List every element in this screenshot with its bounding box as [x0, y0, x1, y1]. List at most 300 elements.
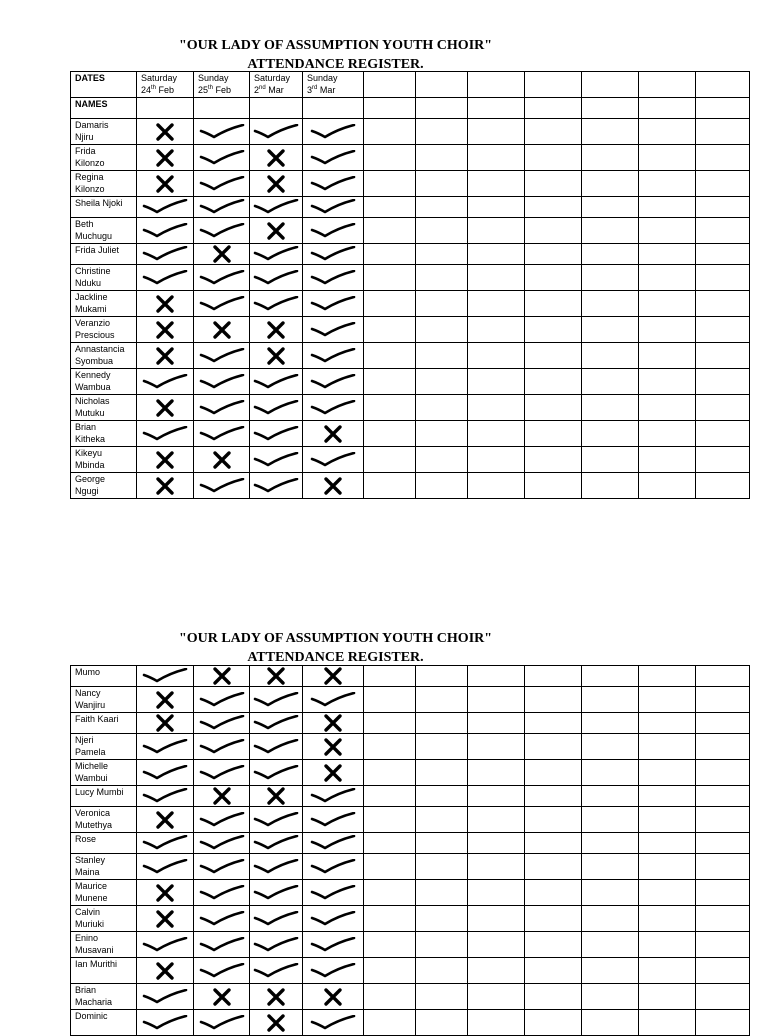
empty-cell	[416, 369, 468, 395]
empty-cell	[468, 932, 525, 958]
empty-cell	[416, 98, 468, 119]
table-row	[71, 833, 750, 854]
tick-icon	[253, 426, 299, 442]
present-mark	[250, 713, 303, 734]
empty-cell	[696, 473, 750, 499]
absent-mark	[137, 906, 194, 932]
present-mark	[194, 343, 250, 369]
empty-cell	[639, 713, 696, 734]
empty-cell	[468, 687, 525, 713]
tick-icon	[310, 452, 356, 468]
empty-cell	[468, 473, 525, 499]
name-line: Mutethya	[75, 820, 113, 830]
empty-cell	[468, 906, 525, 932]
tick-icon	[253, 739, 299, 755]
register-title-2	[70, 629, 601, 667]
date-day: Saturday	[254, 73, 291, 83]
present-mark	[194, 395, 250, 421]
empty-cell	[468, 713, 525, 734]
present-mark	[194, 119, 250, 145]
empty-cell	[525, 984, 582, 1010]
name-line: Rose	[75, 834, 97, 844]
empty-cell	[582, 984, 639, 1010]
member-name	[71, 958, 137, 984]
empty-cell	[468, 734, 525, 760]
present-mark	[194, 145, 250, 171]
name-line: Musavani	[75, 945, 114, 955]
cross-icon	[212, 987, 232, 1007]
tick-icon	[142, 859, 188, 875]
names-label	[71, 98, 137, 119]
present-mark	[137, 666, 194, 687]
empty-cell	[364, 265, 416, 291]
present-mark	[303, 807, 364, 833]
date-value: 2nd Mar	[254, 85, 284, 95]
absent-mark	[303, 734, 364, 760]
tick-icon	[142, 739, 188, 755]
table-row	[71, 666, 750, 687]
tick-icon	[142, 989, 188, 1005]
tick-icon	[142, 426, 188, 442]
empty-cell	[468, 395, 525, 421]
empty-cell	[639, 343, 696, 369]
empty-cell	[525, 958, 582, 984]
tick-icon	[253, 296, 299, 312]
tick-icon	[199, 1015, 245, 1031]
present-mark	[303, 958, 364, 984]
absent-mark	[137, 317, 194, 343]
empty-cell	[582, 145, 639, 171]
empty-cell	[696, 958, 750, 984]
absent-mark	[194, 317, 250, 343]
cross-icon	[266, 221, 286, 241]
table-row	[71, 421, 750, 447]
tick-icon	[310, 270, 356, 286]
tick-icon	[310, 835, 356, 851]
present-mark	[303, 395, 364, 421]
empty-cell	[639, 317, 696, 343]
tick-icon	[199, 296, 245, 312]
empty-cell	[468, 265, 525, 291]
present-mark	[137, 734, 194, 760]
date-header	[250, 72, 303, 98]
date-day: Saturday	[141, 73, 178, 83]
name-line: Kikeyu	[75, 448, 103, 458]
empty-cell	[468, 171, 525, 197]
cross-icon	[323, 666, 343, 686]
present-mark	[194, 880, 250, 906]
date-header	[137, 72, 194, 98]
member-name	[71, 760, 137, 786]
empty-cell	[525, 145, 582, 171]
empty-cell	[696, 734, 750, 760]
empty-cell	[364, 145, 416, 171]
name-line: Annastancia	[75, 344, 125, 354]
present-mark	[250, 119, 303, 145]
empty-cell	[639, 854, 696, 880]
empty-cell	[582, 906, 639, 932]
tick-icon	[142, 835, 188, 851]
cross-icon	[323, 987, 343, 1007]
empty-cell	[639, 447, 696, 473]
member-name	[71, 880, 137, 906]
empty-cell	[639, 786, 696, 807]
tick-icon	[199, 270, 245, 286]
present-mark	[250, 833, 303, 854]
cross-icon	[323, 424, 343, 444]
member-name	[71, 833, 137, 854]
absent-mark	[303, 713, 364, 734]
tick-icon	[310, 223, 356, 239]
empty-cell	[696, 343, 750, 369]
name-line: Damaris	[75, 120, 109, 130]
empty-cell	[468, 119, 525, 145]
empty-cell	[639, 395, 696, 421]
present-mark	[194, 197, 250, 218]
empty-cell	[468, 854, 525, 880]
name-line: Ngugi	[75, 486, 99, 496]
name-line: Syombua	[75, 356, 114, 366]
name-line: Brian	[75, 985, 97, 995]
empty-cell	[468, 958, 525, 984]
cross-icon	[266, 1013, 286, 1033]
present-mark	[303, 145, 364, 171]
empty-cell	[696, 171, 750, 197]
name-line: Kitheka	[75, 434, 106, 444]
empty-cell	[416, 734, 468, 760]
present-mark	[194, 473, 250, 499]
empty-cell	[525, 760, 582, 786]
empty-cell	[416, 807, 468, 833]
present-mark	[137, 265, 194, 291]
empty-cell	[696, 854, 750, 880]
empty-cell	[468, 833, 525, 854]
empty-cell	[416, 906, 468, 932]
tick-icon	[253, 478, 299, 494]
empty-cell	[468, 1010, 525, 1036]
empty-cell	[696, 72, 750, 98]
date-value: 24th Feb	[141, 85, 175, 95]
name-line: Veronica	[75, 808, 111, 818]
absent-mark	[250, 171, 303, 197]
member-name	[71, 369, 137, 395]
present-mark	[250, 447, 303, 473]
empty-cell	[582, 171, 639, 197]
empty-cell	[582, 854, 639, 880]
tick-icon	[142, 668, 188, 684]
table-row	[71, 447, 750, 473]
empty-cell	[364, 369, 416, 395]
empty-cell	[416, 447, 468, 473]
empty-cell	[696, 119, 750, 145]
present-mark	[303, 854, 364, 880]
tick-icon	[199, 937, 245, 953]
absent-mark	[137, 395, 194, 421]
tick-icon	[310, 348, 356, 364]
empty-cell	[525, 265, 582, 291]
empty-cell	[364, 291, 416, 317]
empty-cell	[137, 98, 194, 119]
name-line: Stanley	[75, 855, 106, 865]
empty-cell	[194, 98, 250, 119]
cross-icon	[323, 763, 343, 783]
name-line: Calvin	[75, 907, 101, 917]
empty-cell	[525, 713, 582, 734]
tick-icon	[310, 150, 356, 166]
member-name	[71, 265, 137, 291]
member-name	[71, 984, 137, 1010]
table-row	[71, 473, 750, 499]
present-mark	[303, 786, 364, 807]
empty-cell	[525, 666, 582, 687]
tick-icon	[253, 937, 299, 953]
absent-mark	[303, 760, 364, 786]
tick-icon	[253, 452, 299, 468]
empty-cell	[696, 880, 750, 906]
empty-cell	[525, 880, 582, 906]
table-row	[71, 786, 750, 807]
empty-cell	[364, 72, 416, 98]
empty-cell	[525, 218, 582, 244]
tick-icon	[199, 812, 245, 828]
name-line: Sheila Njoki	[75, 198, 123, 208]
empty-cell	[582, 317, 639, 343]
absent-mark	[250, 666, 303, 687]
name-line: Mbinda	[75, 460, 105, 470]
tick-icon	[253, 715, 299, 731]
empty-cell	[364, 687, 416, 713]
empty-cell	[582, 98, 639, 119]
empty-cell	[582, 786, 639, 807]
cross-icon	[155, 810, 175, 830]
name-line: Muchugu	[75, 231, 113, 241]
empty-cell	[416, 713, 468, 734]
empty-cell	[416, 786, 468, 807]
present-mark	[194, 421, 250, 447]
tick-icon	[199, 859, 245, 875]
present-mark	[250, 473, 303, 499]
empty-cell	[582, 687, 639, 713]
table-row	[71, 317, 750, 343]
date-day: Sunday	[307, 73, 338, 83]
absent-mark	[137, 473, 194, 499]
present-mark	[194, 906, 250, 932]
member-name	[71, 395, 137, 421]
tick-icon	[253, 246, 299, 262]
name-line: Frida	[75, 146, 96, 156]
register-title-1	[70, 36, 601, 74]
member-name	[71, 906, 137, 932]
name-line: Nicholas	[75, 396, 110, 406]
name-line: Dominic	[75, 1011, 108, 1021]
empty-cell	[639, 244, 696, 265]
absent-mark	[250, 984, 303, 1010]
cross-icon	[212, 320, 232, 340]
present-mark	[303, 833, 364, 854]
empty-cell	[525, 473, 582, 499]
tick-icon	[310, 374, 356, 390]
dates-label	[71, 72, 137, 98]
name-line: Veranzio	[75, 318, 111, 328]
empty-cell	[696, 687, 750, 713]
name-line: Enino	[75, 933, 99, 943]
tick-icon	[199, 692, 245, 708]
empty-cell	[639, 119, 696, 145]
present-mark	[250, 395, 303, 421]
present-mark	[194, 369, 250, 395]
name-line: Michelle	[75, 761, 109, 771]
empty-cell	[364, 760, 416, 786]
empty-cell	[582, 369, 639, 395]
empty-cell	[364, 906, 416, 932]
attendance-table-1	[70, 71, 750, 499]
empty-cell	[639, 880, 696, 906]
tick-icon	[199, 150, 245, 166]
tick-icon	[142, 788, 188, 804]
empty-cell	[696, 833, 750, 854]
empty-cell	[250, 98, 303, 119]
member-name	[71, 317, 137, 343]
empty-cell	[364, 218, 416, 244]
table-row	[71, 932, 750, 958]
present-mark	[194, 713, 250, 734]
table-row	[71, 687, 750, 713]
empty-cell	[696, 197, 750, 218]
cross-icon	[212, 244, 232, 264]
present-mark	[250, 244, 303, 265]
member-name	[71, 244, 137, 265]
empty-cell	[525, 932, 582, 958]
absent-mark	[250, 317, 303, 343]
tick-icon	[199, 176, 245, 192]
empty-cell	[525, 317, 582, 343]
empty-cell	[696, 713, 750, 734]
present-mark	[194, 1010, 250, 1036]
empty-cell	[364, 343, 416, 369]
present-mark	[194, 854, 250, 880]
empty-cell	[696, 317, 750, 343]
present-mark	[194, 171, 250, 197]
empty-cell	[696, 984, 750, 1010]
empty-cell	[364, 244, 416, 265]
tick-icon	[199, 426, 245, 442]
empty-cell	[364, 833, 416, 854]
empty-cell	[639, 72, 696, 98]
present-mark	[194, 807, 250, 833]
empty-cell	[416, 171, 468, 197]
tick-icon	[199, 478, 245, 494]
cross-icon	[212, 450, 232, 470]
absent-mark	[250, 343, 303, 369]
empty-cell	[416, 932, 468, 958]
empty-cell	[639, 687, 696, 713]
table-row	[71, 807, 750, 833]
name-line: Brian	[75, 422, 97, 432]
cross-icon	[155, 294, 175, 314]
empty-cell	[582, 395, 639, 421]
tick-icon	[199, 835, 245, 851]
empty-cell	[639, 265, 696, 291]
empty-cell	[416, 395, 468, 421]
empty-cell	[416, 984, 468, 1010]
empty-cell	[696, 421, 750, 447]
tick-icon	[310, 788, 356, 804]
cross-icon	[155, 476, 175, 496]
absent-mark	[137, 343, 194, 369]
empty-cell	[639, 958, 696, 984]
empty-cell	[468, 760, 525, 786]
absent-mark	[303, 421, 364, 447]
name-line: Lucy Mumbi	[75, 787, 124, 797]
member-name	[71, 1010, 137, 1036]
present-mark	[250, 197, 303, 218]
table-row	[71, 343, 750, 369]
empty-cell	[582, 421, 639, 447]
name-line: Macharia	[75, 997, 113, 1007]
tick-icon	[310, 885, 356, 901]
cross-icon	[155, 713, 175, 733]
empty-cell	[468, 244, 525, 265]
empty-cell	[696, 932, 750, 958]
member-name	[71, 197, 137, 218]
empty-cell	[582, 1010, 639, 1036]
table-row	[71, 171, 750, 197]
empty-cell	[639, 218, 696, 244]
cross-icon	[212, 786, 232, 806]
register-subtitle: ATTENDANCE REGISTER.	[247, 57, 424, 72]
absent-mark	[250, 218, 303, 244]
name-line: Kilonzo	[75, 184, 105, 194]
empty-cell	[468, 880, 525, 906]
empty-cell	[364, 197, 416, 218]
tick-icon	[253, 199, 299, 215]
empty-cell	[525, 687, 582, 713]
present-mark	[250, 369, 303, 395]
name-line: Njiru	[75, 132, 94, 142]
empty-cell	[525, 171, 582, 197]
empty-cell	[696, 265, 750, 291]
empty-cell	[525, 734, 582, 760]
empty-cell	[696, 145, 750, 171]
present-mark	[194, 833, 250, 854]
member-name	[71, 291, 137, 317]
empty-cell	[525, 854, 582, 880]
present-mark	[303, 1010, 364, 1036]
present-mark	[303, 369, 364, 395]
empty-cell	[364, 1010, 416, 1036]
member-name	[71, 854, 137, 880]
name-line: Nancy	[75, 688, 101, 698]
member-name	[71, 932, 137, 958]
tick-icon	[142, 246, 188, 262]
empty-cell	[696, 1010, 750, 1036]
empty-cell	[582, 760, 639, 786]
cross-icon	[266, 987, 286, 1007]
empty-cell	[639, 833, 696, 854]
empty-cell	[696, 291, 750, 317]
table-row	[71, 395, 750, 421]
empty-cell	[416, 291, 468, 317]
present-mark	[250, 854, 303, 880]
cross-icon	[266, 346, 286, 366]
tick-icon	[310, 199, 356, 215]
present-mark	[137, 1010, 194, 1036]
name-line: Pamela	[75, 747, 106, 757]
empty-cell	[364, 984, 416, 1010]
absent-mark	[194, 244, 250, 265]
present-mark	[137, 197, 194, 218]
empty-cell	[582, 932, 639, 958]
